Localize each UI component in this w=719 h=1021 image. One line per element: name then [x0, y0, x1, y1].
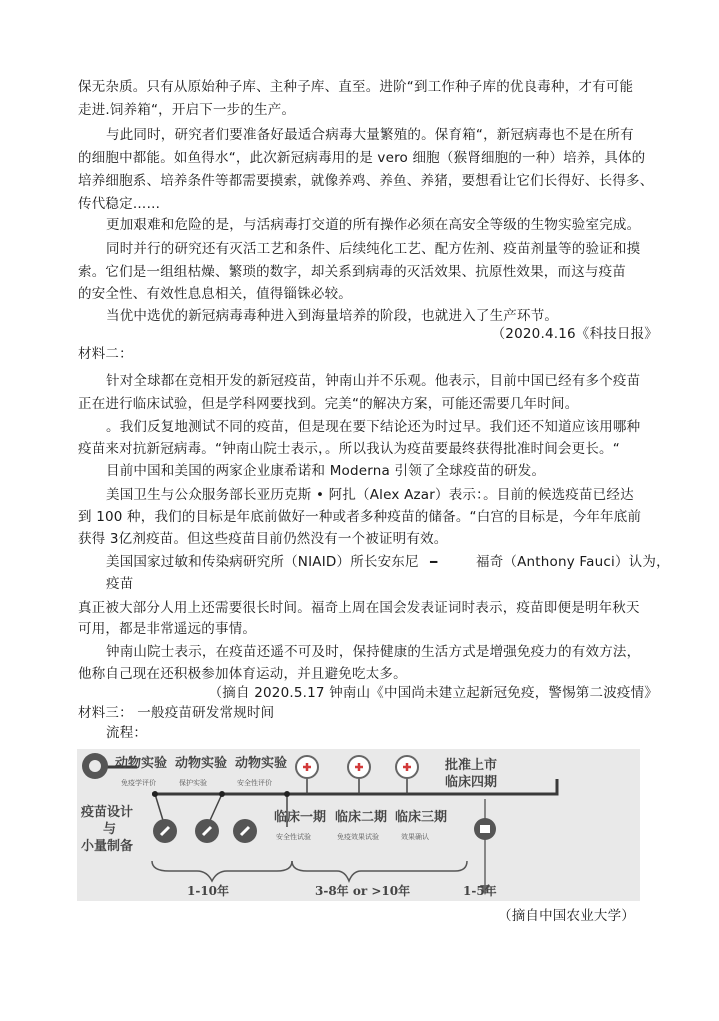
text-line: 索。它们是一组组枯燥、繁琐的数字，却关系到病毒的灭活效果、抗原性效果，而这与疫苗 — [78, 264, 626, 280]
clinical-label-3: 临床三期 — [395, 810, 448, 825]
text-line: 钟南山院士表示，在疫苗还遥不可及时，保持健康的生活方式是增强免疫力的有效方法， — [106, 644, 641, 660]
text-line: 疫苗来对抗新冠病毒。“钟南山院士表示，。所以我认为疫苗要最终获得批准时间会更长。“ — [78, 441, 620, 457]
text-line: 传代稳定…… — [78, 196, 161, 212]
text-line: 同时并行的研究还有灭活工艺和条件、后续纯化工艺、配方佐剂、疫苗剂量等的验证和摸 — [106, 241, 641, 257]
clinical-label-2: 临床二期 — [335, 810, 388, 825]
animal-sub-1: 免疫学评价 — [121, 779, 156, 787]
text-line: 当优中选优的新冠病毒毒种进入到海量培养的阶段，也就进入了生产环节。 — [106, 308, 559, 324]
clinical-sub-2: 免疫效果试验 — [337, 833, 379, 841]
text-line: 的细胞中都能。如鱼得水“，此次新冠病毒用的是 vero 细胞（猴肾细胞的一种）培养，具体的 — [78, 150, 646, 166]
node-dot — [219, 791, 225, 797]
approval-icon-glyph — [480, 825, 490, 833]
duration-label-1: 1-10年 — [187, 884, 230, 898]
text-line: 的安全性、有效性息息相关，值得锱铢必较。 — [78, 286, 352, 302]
design-label-1: 疫苗设计 — [81, 805, 134, 820]
text-line: 与此同时，研究者们要准备好最适合病毒大量繁殖的。保育箱“，新冠病毒也不是在所有 — [106, 127, 634, 143]
dash-mark: ━ — [430, 555, 438, 569]
approval-label-1: 批准上市 — [445, 758, 498, 773]
text-line: 福奇（Anthony Fauci）认为， — [476, 554, 670, 570]
node-dot — [152, 791, 158, 797]
animal-label-3: 动物实验 — [235, 756, 288, 771]
vaccine-timeline-diagram — [77, 749, 640, 901]
animal-label-1: 动物实验 — [115, 756, 168, 771]
text-line: 更加艰难和危险的是，与活病毒打交道的所有操作必须在高安全等级的生物实验室完成。 — [106, 217, 641, 233]
text-line: 目前中国和美国的两家企业康希诺和 Moderna 引领了全球疫苗的研发。 — [106, 463, 546, 479]
clinical-label-1: 临床一期 — [274, 810, 327, 825]
text-line: 真正被大部分人用上还需要很长时间。福奇上周在国会发表证词时表示，疫苗即便是明年秋天 — [78, 600, 640, 616]
source-citation: （2020.4.16《科技日报》 — [491, 326, 658, 342]
timeline-svg — [77, 749, 640, 901]
source-citation: （摘自中国农业大学） — [498, 908, 635, 924]
text-line: 流程： — [106, 725, 148, 741]
text-line: 正在进行临床试验，但是学科网要找到。完美“的解决方案，可能还需要几年时间。 — [78, 396, 579, 412]
section-heading: 材料二： — [78, 346, 133, 362]
text-line: 保无杂质。只有从原始种子库、主种子库、直至。进阶“到工作种子库的优良毒种，才有可能 — [78, 79, 634, 95]
bracket-2 — [292, 861, 467, 881]
source-citation: （摘自 2020.5.17 钟南山《中国尚未建立起新冠免疫，警惕第二波疫情》 — [208, 685, 658, 701]
text-line: 可用，都是非常遥远的事情。 — [78, 621, 257, 637]
duration-label-3: 1-5年 — [463, 884, 497, 898]
section-heading: 材料三： 一般疫苗研发常规时间 — [78, 705, 275, 721]
approval-label-2: 临床四期 — [445, 775, 498, 790]
clinical-sub-1: 安全性试验 — [276, 833, 311, 841]
animal-sub-2: 保护实验 — [179, 779, 207, 787]
text-line: 美国卫生与公众服务部长亚历克斯 • 阿扎（Alex Azar）表示：。目前的候选疫苗已经达 — [106, 487, 634, 503]
node-dot — [284, 791, 290, 797]
text-line: 疫苗 — [106, 576, 134, 592]
design-label-3: 小量制备 — [81, 839, 134, 854]
text-line: 走进.饲养箱“，开启下一步的生产。 — [78, 102, 296, 118]
animal-stage-connectors — [152, 791, 290, 843]
animal-label-2: 动物实验 — [175, 756, 228, 771]
text-line: 他称自己现在还积极参加体育运动，并且避免吃太多。 — [78, 666, 407, 682]
text-line: 获得 3亿剂疫苗。但这些疫苗目前仍然没有一个被证明有效。 — [78, 531, 448, 547]
text-line: 针对全球都在竞相开发的新冠疫苗，钟南山并不乐观。他表示，目前中国已经有多个疫苗 — [106, 373, 641, 389]
clinical-sub-3: 效果确认 — [401, 833, 429, 841]
start-circle-inner — [89, 760, 101, 772]
text-line: 到 100 种，我们的目标是年底前做好一种或者多种疫苗的储备。“白宫的目标是，今年年底前 — [78, 509, 642, 525]
duration-label-2: 3-8年 or >10年 — [315, 884, 411, 898]
text-line: 培养细胞系、培养条件等都需要摸索，就像养鸡、养鱼、养猪，要想看让它们长得好、长得多、 — [78, 173, 654, 189]
bracket-1 — [152, 861, 292, 881]
animal-sub-3: 安全性评价 — [237, 779, 272, 787]
text-line: 。我们反复地测试不同的疫苗，但是现在要下结论还为时过早。我们还不知道应该用哪种 — [106, 419, 641, 435]
design-label-2: 与 — [103, 822, 117, 837]
text-line: 美国国家过敏和传染病研究所（NIAID）所长安东尼 — [106, 554, 419, 570]
clinical-stage-icons — [296, 756, 418, 794]
